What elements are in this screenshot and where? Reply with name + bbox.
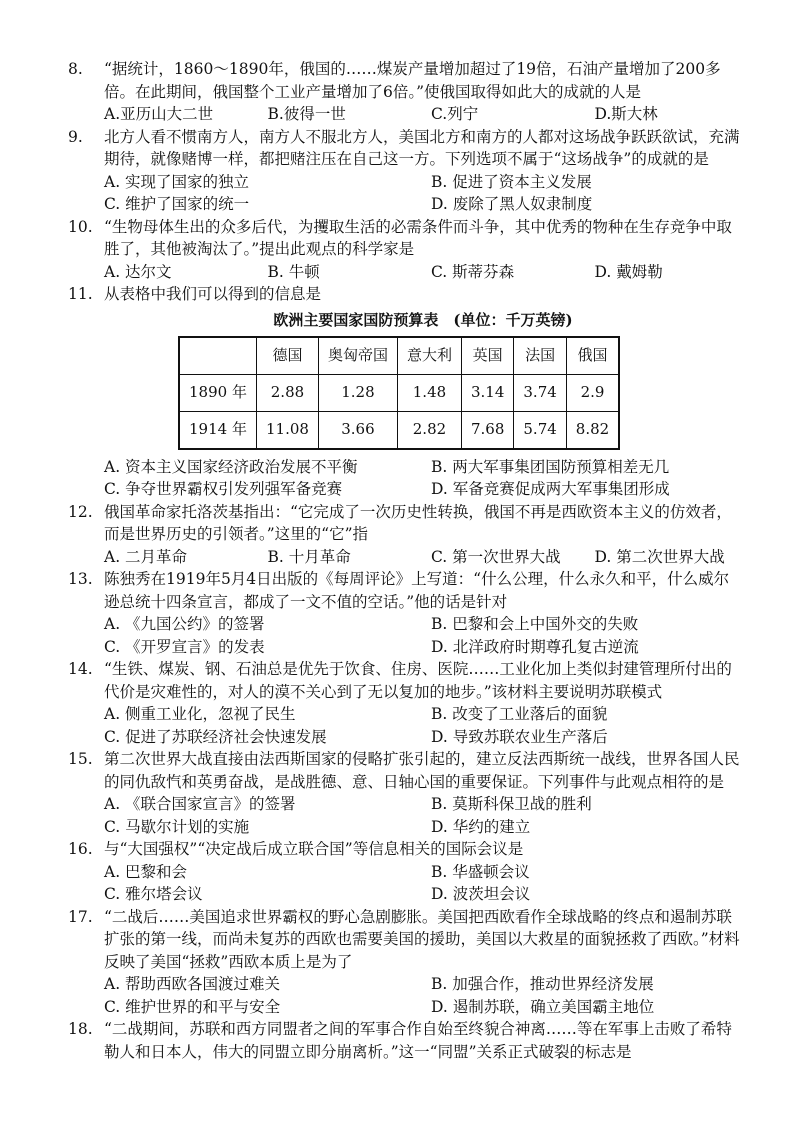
answer-option[interactable]: A.亚历山大二世 bbox=[104, 105, 214, 123]
answer-option[interactable]: C. 第一次世界大战 bbox=[431, 547, 561, 566]
answer-option[interactable]: B. 两大军事集团国防预算相差无几 bbox=[431, 457, 670, 476]
table-header-cell: 英国 bbox=[461, 337, 513, 375]
answer-option[interactable]: A. 侧重工业化，忽视了民生 bbox=[104, 705, 296, 723]
question-stem: “生铁、煤炭、钢、石油总是优先于饮食、住房、医院……工业化加上类似封建管理所付出的代价是灾难性的，对人的漠不关心到了无以复加的地步。”该材料主要说明苏联模式 bbox=[104, 660, 732, 701]
question bbox=[68, 58, 742, 126]
table-cell: 2.82 bbox=[397, 411, 461, 449]
question-stem: “生物母体生出的众多后代，为攫取生活的必需条件而斗争，其中优秀的物种在生存竞争中取胜了，其他被淘汰了。”提出此观点的科学家是 bbox=[104, 217, 732, 258]
question-stem: 俄国革命家托洛茨基指出：“它完成了一次历史性转换，俄国不再是西欧资本主义的仿效者，而是世界历史的引领者。”这里的“它”指 bbox=[104, 502, 732, 543]
question bbox=[68, 658, 742, 748]
answer-options bbox=[104, 261, 742, 284]
answer-option[interactable]: A. 《九国公约》的签署 bbox=[104, 615, 265, 633]
question-stem: 第二次世界大战直接由法西斯国家的侵略扩张引起的，建立反法西斯统一战线，世界各国人民的同仇敌忾和英勇奋战，是战胜德、意、日轴心国的重要保证。下列事件与此观点相符的是 bbox=[104, 750, 740, 791]
answer-option[interactable]: A. 实现了国家的独立 bbox=[104, 172, 250, 191]
table-cell: 7.68 bbox=[461, 411, 513, 449]
question bbox=[68, 568, 742, 658]
question-number: 11. bbox=[68, 285, 93, 303]
table-header-cell bbox=[179, 337, 257, 375]
question bbox=[68, 838, 742, 906]
question-stem: 与“大国强权”“决定战后成立联合国”等信息相关的国际会议是 bbox=[104, 840, 524, 858]
table-header-cell: 奥匈帝国 bbox=[318, 337, 397, 375]
answer-option[interactable]: D. 北洋政府时期尊孔复古逆流 bbox=[431, 637, 639, 656]
answer-options bbox=[104, 703, 742, 748]
question bbox=[68, 748, 742, 838]
answer-option[interactable]: C. 维护了国家的统一 bbox=[104, 195, 250, 213]
answer-option[interactable]: A. 二月革命 bbox=[104, 547, 188, 566]
question bbox=[68, 501, 742, 569]
answer-option[interactable]: C. 争夺世界霸权引发列强军备竞赛 bbox=[104, 480, 343, 498]
answer-option[interactable]: B. 加强合作，推动世界经济发展 bbox=[431, 975, 654, 993]
question-stem: “二战后……美国追求世界霸权的野心急剧膨胀。美国把西欧看作全球战略的终点和遏制苏联扩张的第一线，而尚未复苏的西欧也需要美国的援助，美国以大救星的面貌拯救了西欧。”材料反映了美国“拯救”西欧本质上是为了 bbox=[104, 907, 740, 971]
table-cell: 1890 年 bbox=[179, 374, 257, 411]
answer-option[interactable]: C. 《开罗宣言》的发表 bbox=[104, 637, 265, 656]
answer-options bbox=[104, 546, 742, 569]
question bbox=[68, 283, 742, 501]
question-number: 15. bbox=[68, 750, 93, 768]
answer-options bbox=[104, 613, 742, 658]
answer-options bbox=[104, 103, 742, 126]
answer-option[interactable]: C. 促进了苏联经济社会快速发展 bbox=[104, 727, 327, 746]
question bbox=[68, 1018, 742, 1063]
answer-option[interactable]: D. 军备竞赛促成两大军事集团形成 bbox=[431, 480, 670, 498]
table-header-cell: 德国 bbox=[257, 337, 319, 375]
answer-option[interactable]: D. 废除了黑人奴隶制度 bbox=[431, 195, 593, 213]
answer-option[interactable]: D.斯大林 bbox=[594, 105, 658, 123]
answer-option[interactable]: B. 牛顿 bbox=[267, 262, 320, 281]
answer-option[interactable]: C. 雅尔塔会议 bbox=[104, 885, 203, 903]
answer-option[interactable]: D. 导致苏联农业生产落后 bbox=[431, 727, 608, 746]
answer-option[interactable]: C. 马歇尔计划的实施 bbox=[104, 817, 250, 836]
answer-options bbox=[104, 861, 742, 906]
answer-options bbox=[104, 171, 742, 216]
question-stem: “据统计，1860～1890年，俄国的……煤炭产量增加超过了19倍，石油产量增加了200多倍。在此期间，俄国整个工业产量增加了6倍。”使俄国取得如此大的成就的人是 bbox=[104, 60, 721, 101]
answer-option[interactable]: C. 斯蒂芬森 bbox=[431, 262, 515, 281]
table-header-cell: 意大利 bbox=[397, 337, 461, 375]
answer-option[interactable]: C.列宁 bbox=[431, 105, 479, 123]
answer-option[interactable]: B. 巴黎和会上中国外交的失败 bbox=[431, 615, 639, 633]
question-number: 18. bbox=[68, 1020, 93, 1038]
answer-option[interactable]: C. 维护世界的和平与安全 bbox=[104, 997, 281, 1016]
answer-option[interactable]: D. 遏制苏联，确立美国霸主地位 bbox=[431, 997, 655, 1016]
answer-option[interactable]: B. 莫斯科保卫战的胜利 bbox=[431, 795, 592, 813]
answer-options bbox=[104, 973, 742, 1018]
table-row bbox=[179, 411, 619, 449]
question-number: 13. bbox=[68, 570, 93, 588]
table-title: 欧洲主要国家国防预算表 (单位：千万英镑) bbox=[273, 310, 573, 329]
answer-option[interactable]: D. 戴姆勒 bbox=[594, 262, 663, 281]
table-cell: 8.82 bbox=[566, 411, 619, 449]
question-number: 16. bbox=[68, 840, 93, 858]
question bbox=[68, 126, 742, 216]
answer-option[interactable]: A. 《联合国家宣言》的签署 bbox=[104, 795, 296, 813]
question-number: 14. bbox=[68, 660, 93, 678]
question-number: 8. bbox=[68, 60, 83, 78]
answer-option[interactable]: A. 资本主义国家经济政治发展不平衡 bbox=[104, 457, 358, 476]
answer-option[interactable]: B.彼得一世 bbox=[267, 105, 346, 123]
answer-option[interactable]: A. 达尔文 bbox=[104, 262, 172, 281]
table-cell: 3.66 bbox=[318, 411, 397, 449]
budget-table bbox=[178, 336, 620, 450]
table-cell: 2.9 bbox=[566, 374, 619, 411]
question-number: 9. bbox=[68, 127, 83, 146]
table-header-cell: 法国 bbox=[514, 337, 566, 375]
answer-options bbox=[104, 456, 742, 501]
question-stem: 北方人看不惯南方人，南方人不服北方人，美国北方和南方的人都对这场战争跃跃欲试，充满期待，就像赌博一样，都把赌注压在自己这一方。下列选项不属于“这场战争”的成就的是 bbox=[104, 127, 740, 168]
table-cell: 11.08 bbox=[257, 411, 319, 449]
table-cell: 5.74 bbox=[514, 411, 566, 449]
table-cell: 2.88 bbox=[257, 374, 319, 411]
answer-option[interactable]: A. 巴黎和会 bbox=[104, 862, 188, 881]
table-cell: 1.48 bbox=[397, 374, 461, 411]
table-cell: 3.14 bbox=[461, 374, 513, 411]
table-cell: 1914 年 bbox=[179, 411, 257, 449]
table-row bbox=[179, 374, 619, 411]
table-header-row bbox=[179, 337, 619, 375]
answer-options bbox=[104, 793, 742, 838]
question bbox=[68, 216, 742, 284]
question-stem: “二战期间，苏联和西方同盟者之间的军事合作自始至终貌合神离……等在军事上击败了希特勒人和日本人，伟大的同盟立即分崩离析。”这一“同盟”关系正式破裂的标志是 bbox=[104, 1020, 732, 1061]
answer-option[interactable]: A. 帮助西欧各国渡过难关 bbox=[104, 975, 281, 993]
answer-option[interactable]: D. 华约的建立 bbox=[431, 817, 531, 836]
answer-option[interactable]: B. 华盛顿会议 bbox=[431, 862, 530, 881]
table-cell: 1.28 bbox=[318, 374, 397, 411]
answer-option[interactable]: D. 波茨坦会议 bbox=[431, 885, 531, 903]
question-stem: 陈独秀在1919年5月4日出版的《每周评论》上写道：“什么公理，什么永久和平，什么威尔逊总统十四条宣言，都成了一文不值的空话。”他的话是针对 bbox=[104, 570, 730, 611]
answer-option[interactable]: B. 改变了工业落后的面貌 bbox=[431, 705, 608, 723]
table-header-cell: 俄国 bbox=[566, 337, 619, 375]
question bbox=[68, 906, 742, 1019]
question-number: 17. bbox=[68, 907, 93, 926]
question-number: 12. bbox=[68, 502, 93, 521]
question-stem: 从表格中我们可以得到的信息是 bbox=[104, 285, 322, 303]
question-number: 10. bbox=[68, 217, 93, 236]
answer-option[interactable]: B. 十月革命 bbox=[267, 547, 351, 566]
table-cell: 3.74 bbox=[514, 374, 566, 411]
answer-option[interactable]: D. 第二次世界大战 bbox=[594, 547, 725, 566]
answer-option[interactable]: B. 促进了资本主义发展 bbox=[431, 172, 592, 191]
